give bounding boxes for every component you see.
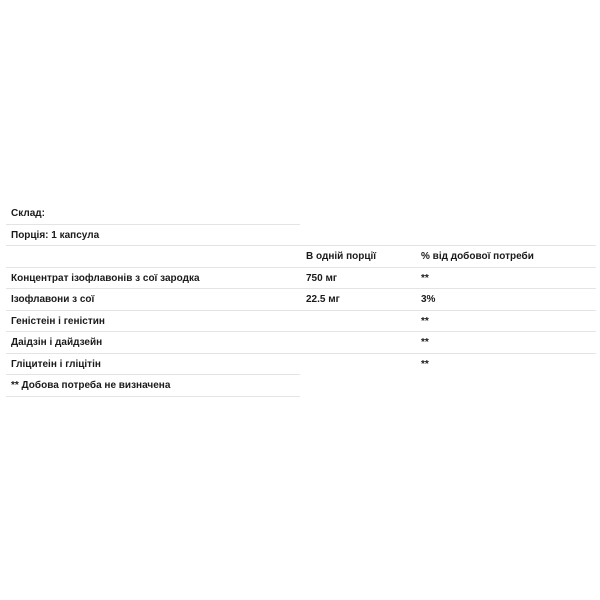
ingredient-amount: 750 мг <box>306 272 338 284</box>
table-row <box>6 332 596 354</box>
ingredient-name: Концентрат ізофлавонів з сої зародка <box>11 272 200 284</box>
table-row <box>6 354 429 376</box>
ingredient-daily-value: ** <box>421 337 429 348</box>
ingredient-amount: 22.5 мг <box>306 294 340 305</box>
ingredient-daily-value: ** <box>421 315 429 327</box>
ingredient-name: Ізофлавони з сої <box>11 294 95 305</box>
table-row <box>6 289 596 311</box>
serving-size: Порція: 1 капсула <box>11 229 100 241</box>
ingredient-name: Гліцитеін і гліцітін <box>11 358 101 370</box>
ingredient-daily-value: ** <box>421 272 429 284</box>
daily-value-header: % від добової потреби <box>421 251 534 262</box>
amount-header: В одній порції <box>306 251 377 262</box>
composition-title: Склад: <box>11 208 45 219</box>
serving-size-row <box>6 225 596 247</box>
ingredient-name: Геністеін і геністин <box>11 315 105 327</box>
ingredient-name: Даідзін і дайдзейн <box>11 337 103 348</box>
ingredient-daily-value: ** <box>421 358 429 370</box>
supplement-facts-table <box>6 203 596 397</box>
table-row <box>6 268 596 290</box>
ingredient-daily-value: 3% <box>421 294 436 305</box>
footnote: ** Добова потреба не визначена <box>11 380 171 391</box>
footnote-row <box>6 375 300 397</box>
table-row <box>6 311 596 333</box>
composition-title-row <box>6 203 300 225</box>
header-row <box>6 246 596 268</box>
